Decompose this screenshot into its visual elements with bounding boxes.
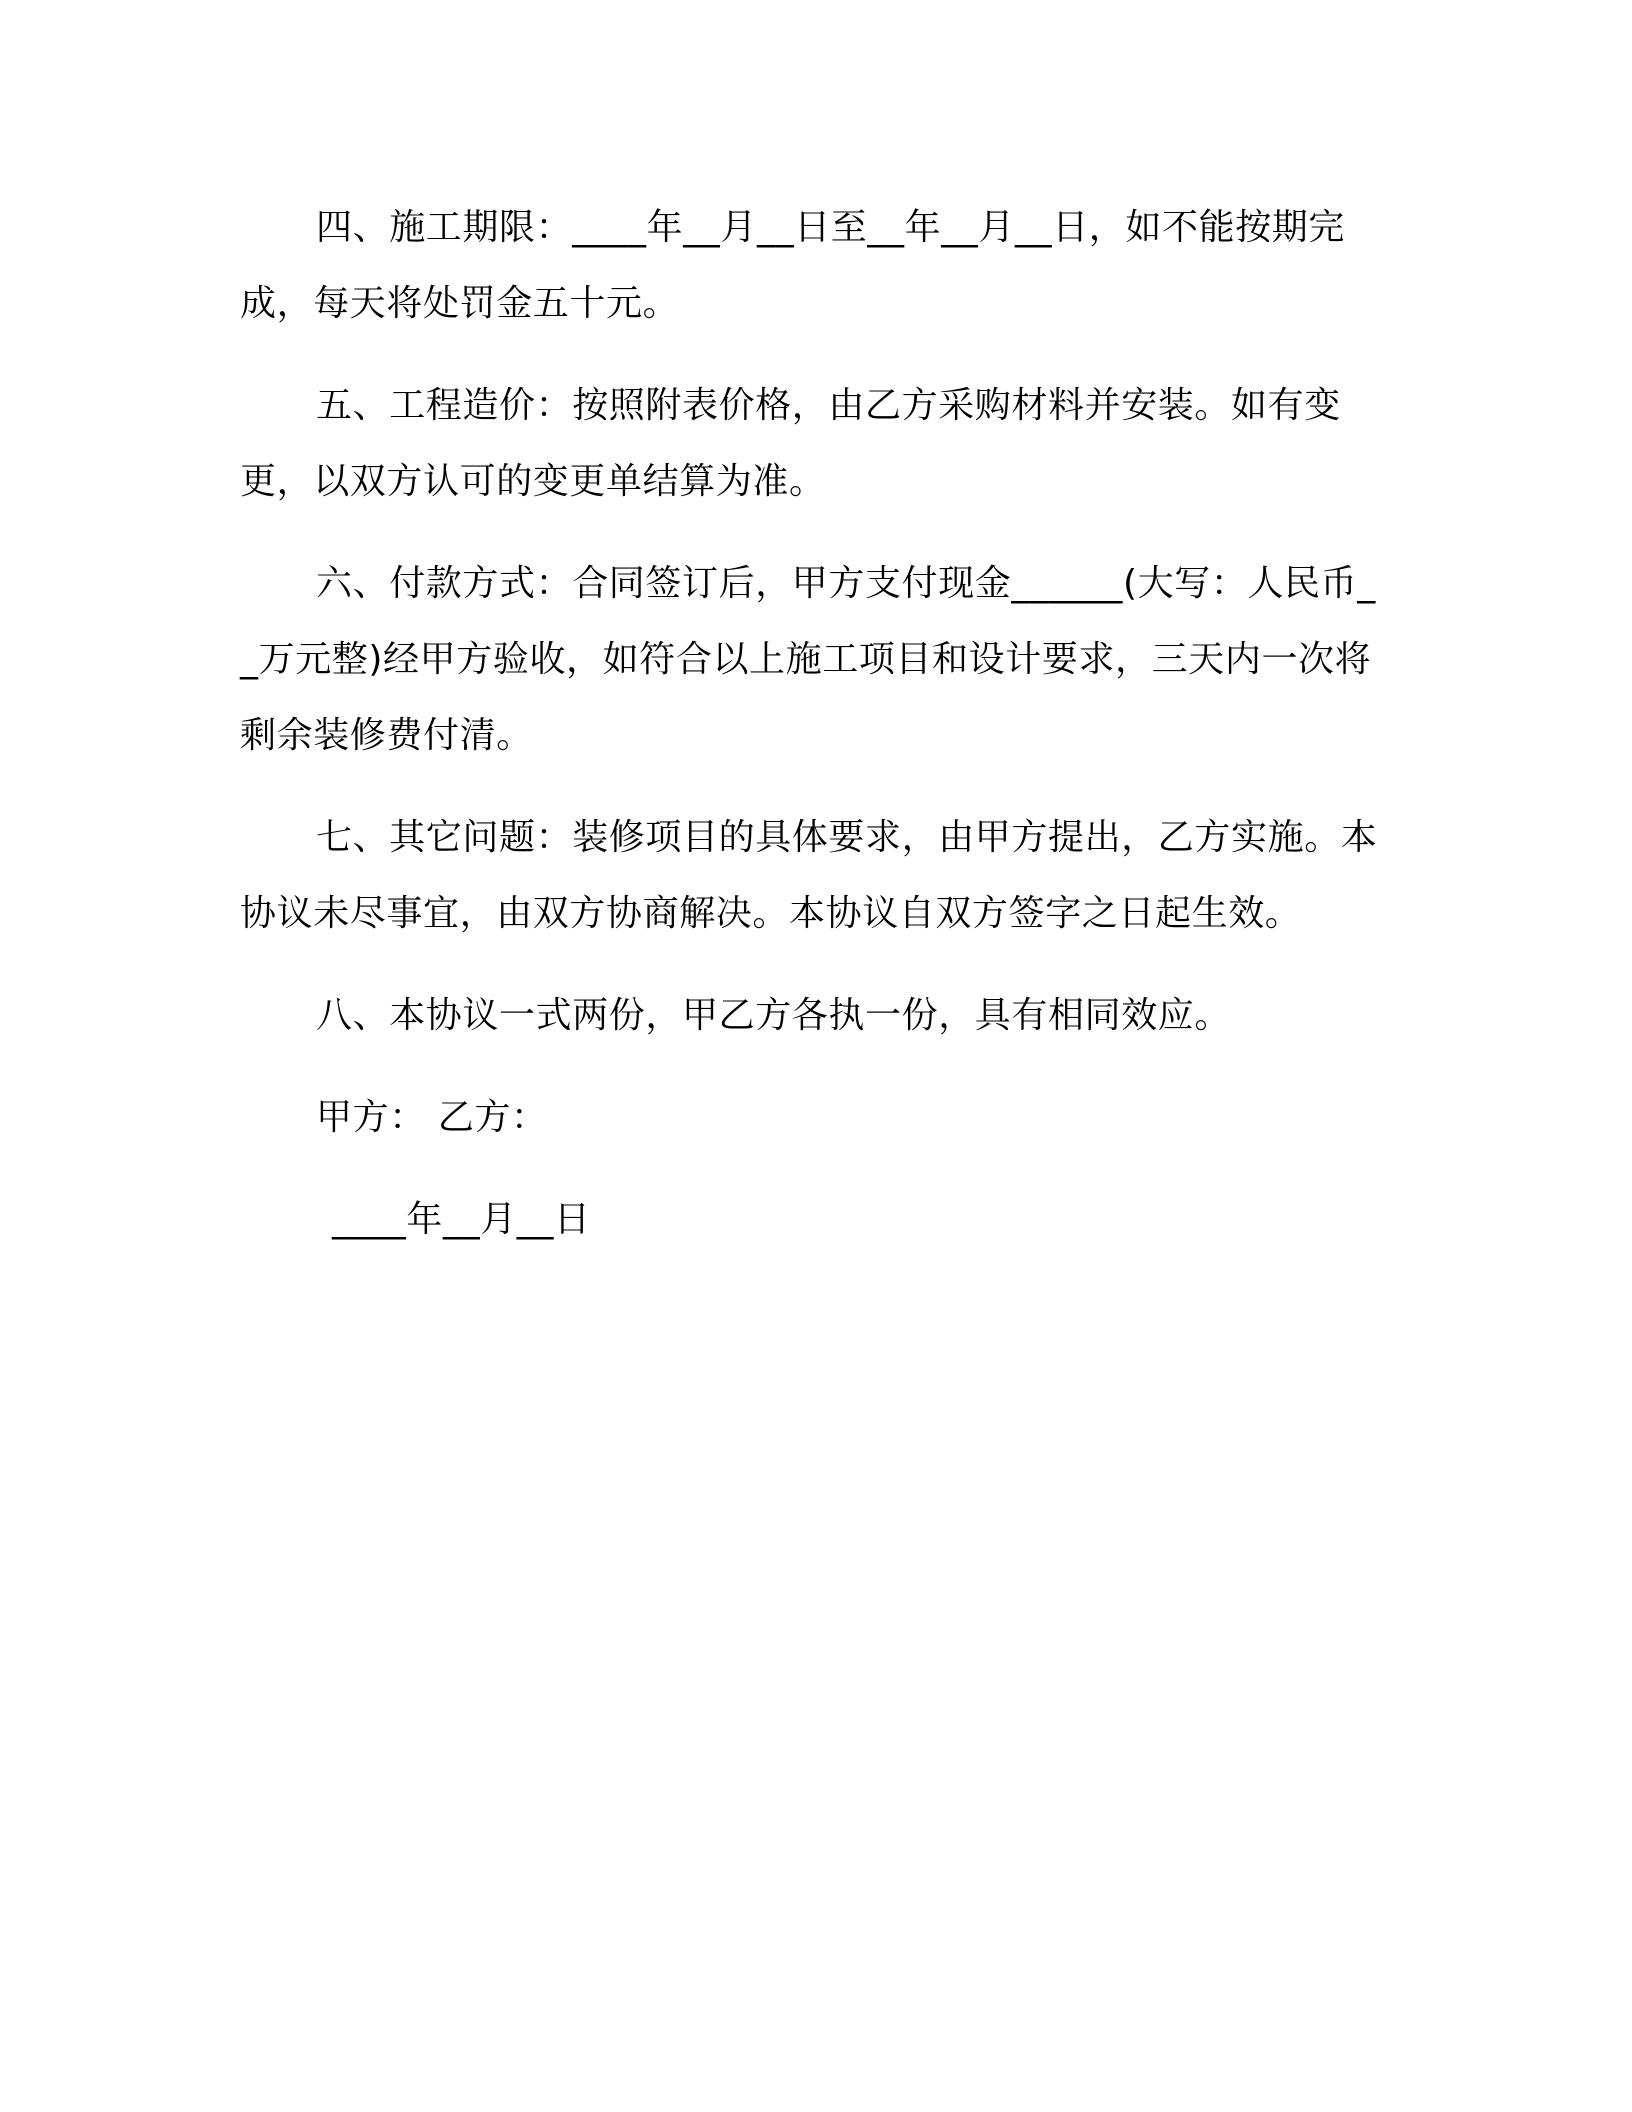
- clause-5-project-cost: 五、工程造价：按照附表价格，由乙方采购材料并安装。如有变更，以双方认可的变更单结算为准。: [240, 385, 1341, 502]
- clause-7-other-issues: 七、其它问题：装修项目的具体要求，由甲方提出，乙方实施。本协议未尽事宜，由双方协商解决。本协议自双方签字之日起生效。: [240, 817, 1378, 934]
- party-a-label: 甲方：: [316, 1097, 426, 1138]
- party-b-label: 乙方：: [437, 1097, 548, 1138]
- clause-6-payment-method: 六、付款方式：合同签订后，甲方支付现金______(大写：人民币__万元整)经甲方验收，如符合以上施工项目和设计要求，三天内一次将剩余装修费付清。: [240, 563, 1376, 756]
- document-body: [240, 190, 1392, 1258]
- clause-4-construction-period: 四、施工期限：____年__月__日至__年__月__日，如不能按期完成，每天将处罚金五十元。: [240, 207, 1345, 324]
- clause-8-copies: 八、本协议一式两份，甲乙方各执一份，具有相同效应。: [316, 995, 1232, 1036]
- signature-line: [240, 1080, 1392, 1156]
- signing-date: ____年__月__日: [332, 1199, 591, 1240]
